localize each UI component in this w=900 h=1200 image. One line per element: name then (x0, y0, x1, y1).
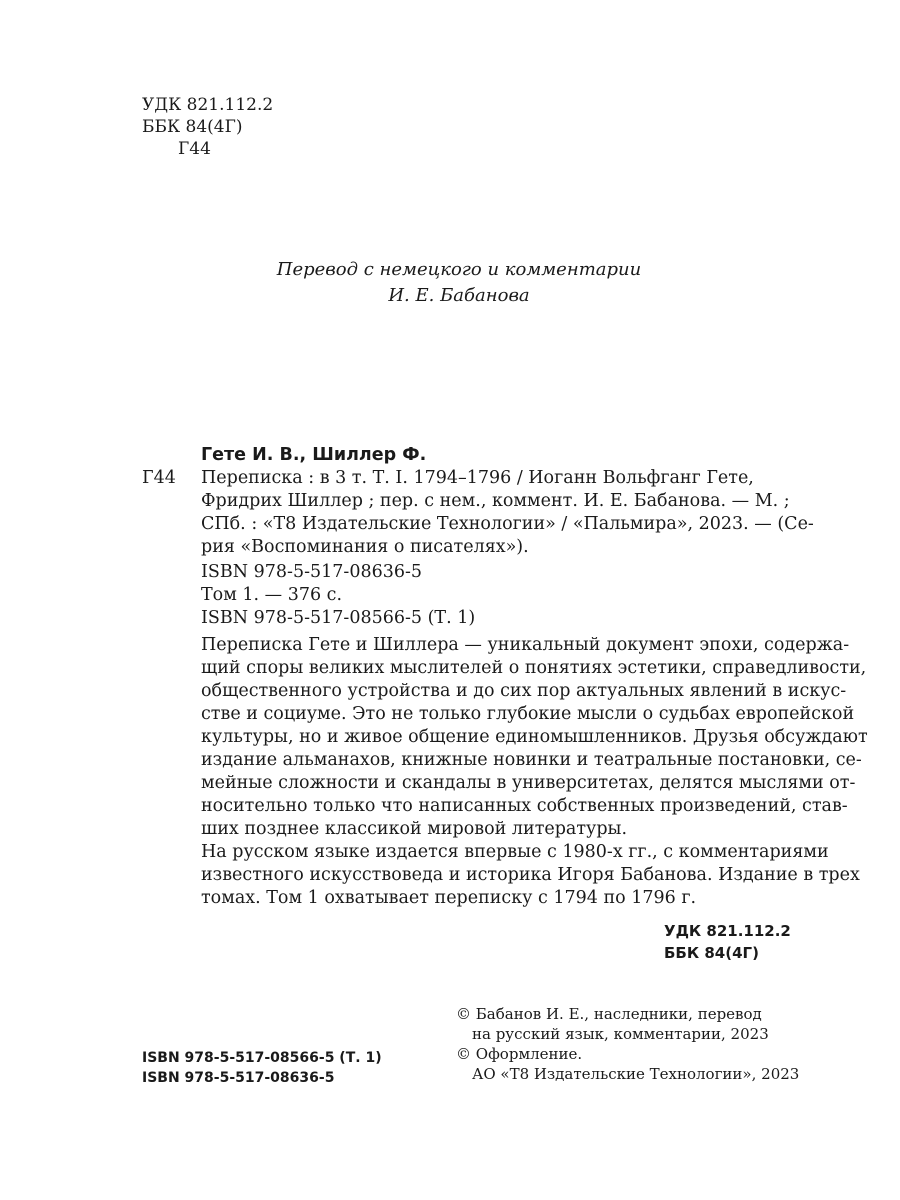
annotation-line: ших позднее классикой мировой литературы. (201, 819, 628, 839)
annotation-line: общественного устройства и до сих пор актуальных явлений в искус- (201, 681, 847, 701)
annotation-line: томах. Том 1 охватывает переписку с 1794 по 1796 г. (201, 888, 697, 908)
authors-heading: Гете И. В., Шиллер Ф. (201, 445, 427, 465)
isbn-volume: ISBN 978-5-517-08566-5 (Т. 1) (201, 608, 476, 628)
copyright-line: АО «Т8 Издательские Технологии», 2023 (472, 1065, 800, 1083)
bbk-code-bold: ББК 84(4Г) (664, 944, 759, 962)
annotation-line: известного искусствоведа и историка Игоря Бабанова. Издание в трех (201, 865, 860, 885)
translator-credit (0, 257, 900, 309)
annotation-line: носительно только что написанных собственных произведений, став- (201, 796, 848, 816)
udk-right-block (664, 920, 791, 964)
classification-block (142, 94, 273, 160)
annotation-line: Переписка Гете и Шиллера — уникальный документ эпохи, содержа- (201, 635, 850, 655)
author-mark-code: Г44 (142, 468, 176, 488)
isbn-series-bold: ISBN 978-5-517-08636-5 (142, 1070, 335, 1086)
udk-code: УДК 821.112.2 (142, 95, 274, 115)
annotation-line: издание альманахов, книжные новинки и театральные постановки, се- (201, 750, 862, 770)
bibliographic-record (142, 444, 868, 910)
credit-line-1: Перевод с немецкого и комментарии (276, 259, 642, 280)
volume-info: Том 1. — 376 с. (201, 585, 343, 605)
copyright-block (456, 1004, 799, 1084)
annotation-line: На русском языке издается впервые с 1980-х гг., с комментариями (201, 842, 829, 862)
annotation-line: стве и социуме. Это не только глубокие мысли о судьбах европейской (201, 704, 855, 724)
annotation (142, 634, 868, 910)
annotation-line: культуры, но и живое общение единомышленников. Друзья обсуждают (201, 727, 868, 747)
copyright-line: © Бабанов И. Е., наследники, перевод (456, 1005, 762, 1023)
isbn-block (142, 561, 782, 630)
bibliographic-entry (142, 467, 814, 559)
author-mark: Г44 (178, 139, 211, 159)
bbk-code: ББК 84(4Г) (142, 117, 243, 137)
entry-line: Фридрих Шиллер ; пер. с нем., коммент. И. Е. Бабанова. — М. ; (201, 491, 790, 511)
entry-line: Переписка : в 3 т. Т. I. 1794–1796 / Иоганн Вольфганг Гете, (201, 468, 754, 488)
copyright-line: © Оформление. (456, 1045, 583, 1063)
isbn-bottom-block (142, 1048, 382, 1088)
isbn-series: ISBN 978-5-517-08636-5 (201, 562, 423, 582)
isbn-volume-bold: ISBN 978-5-517-08566-5 (Т. 1) (142, 1050, 382, 1066)
entry-line: рия «Воспоминания о писателях»). (201, 537, 529, 557)
annotation-line: мейные сложности и скандалы в университетах, делятся мыслями от- (201, 773, 856, 793)
entry-line: СПб. : «Т8 Издательские Технологии» / «Пальмира», 2023. — (Се- (201, 514, 814, 534)
udk-code-bold: УДК 821.112.2 (664, 922, 791, 940)
credit-line-2: И. Е. Бабанова (388, 285, 530, 306)
annotation-line: щий споры великих мыслителей о понятиях эстетики, справедливости, (201, 658, 867, 678)
copyright-line: на русский язык, комментарии, 2023 (472, 1025, 769, 1043)
